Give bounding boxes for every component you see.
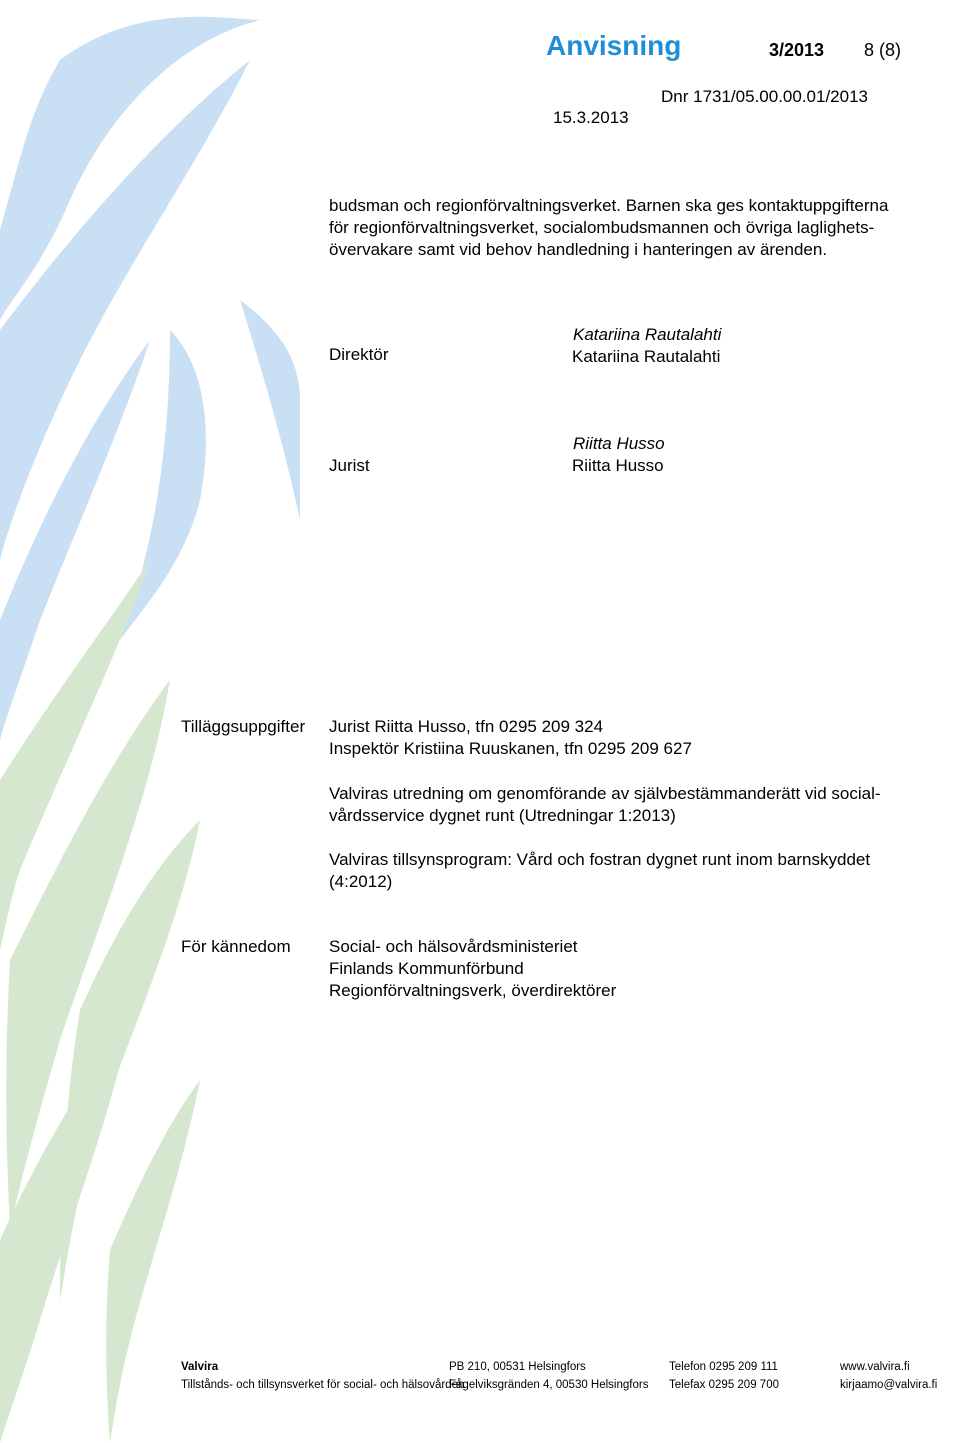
footer-postal-address: PB 210, 00531 Helsingfors (449, 1361, 586, 1373)
reference-line: Valviras utredning om genomförande av självbestämmanderätt vid social- (329, 784, 881, 803)
document-number: 3/2013 (769, 40, 825, 60)
footer-fax: Telefax 0295 209 700 (669, 1379, 779, 1391)
registry-number: Dnr 1731/05.00.00.01/2013 (661, 87, 869, 106)
footer-phone: Telefon 0295 209 111 (669, 1361, 778, 1373)
document-title: Anvisning (546, 30, 682, 61)
blue-ribbon-1 (0, 17, 260, 320)
contact-line: Inspektör Kristiina Ruuskanen, tfn 0295 209 627 (329, 739, 692, 758)
distribution-list (329, 936, 616, 1002)
contact-line: Jurist Riitta Husso, tfn 0295 209 324 (329, 717, 604, 736)
footer-org: Valvira (181, 1361, 219, 1373)
signer-role-jurist: Jurist (329, 456, 370, 475)
reference-line: Valviras tillsynsprogram: Vård och fostran dygnet runt inom barnskyddet (329, 850, 871, 869)
footer-org-full: Tillstånds- och tillsynsverket för social- och hälsovården (181, 1379, 465, 1391)
document-date: 15.3.2013 (553, 108, 629, 127)
reference-2 (329, 849, 870, 893)
reference-line: (4:2012) (329, 872, 393, 891)
signer-role-director: Direktör (329, 345, 389, 364)
body-paragraph (329, 195, 888, 261)
recipient: Finlands Kommunförbund (329, 959, 524, 978)
signer-name-jurist: Riitta Husso (572, 456, 664, 475)
footer-website-link[interactable]: www.valvira.fi (840, 1361, 910, 1373)
recipient: Social- och hälsovårdsministeriet (329, 937, 578, 956)
paragraph-line: för regionförvaltningsverket, socialombudsmannen och övriga laglighets- (329, 218, 875, 237)
reference-line: vårdsservice dygnet runt (Utredningar 1:2013) (329, 806, 676, 825)
signature-jurist: Riitta Husso (573, 434, 665, 453)
footer-street-address: Fågelviksgränden 4, 00530 Helsingfors (449, 1379, 649, 1391)
blue-ribbon-5 (240, 300, 300, 520)
contact-list (329, 716, 692, 760)
reference-1 (329, 783, 881, 827)
additional-info-label: Tilläggsuppgifter (181, 717, 306, 736)
paragraph-line: övervakare samt vid behov handledning i hanteringen av ärenden. (329, 240, 828, 259)
signature-director: Katariina Rautalahti (573, 325, 722, 344)
signer-name-director: Katariina Rautalahti (572, 347, 721, 366)
page-number: 8 (8) (864, 40, 902, 60)
footer-email-link[interactable]: kirjaamo@valvira.fi (840, 1379, 938, 1391)
distribution-label: För kännedom (181, 937, 291, 956)
paragraph-line: budsman och regionförvaltningsverket. Barnen ska ges kontaktuppgifterna (329, 196, 889, 215)
recipient: Regionförvaltningsverk, överdirektörer (329, 981, 617, 1000)
